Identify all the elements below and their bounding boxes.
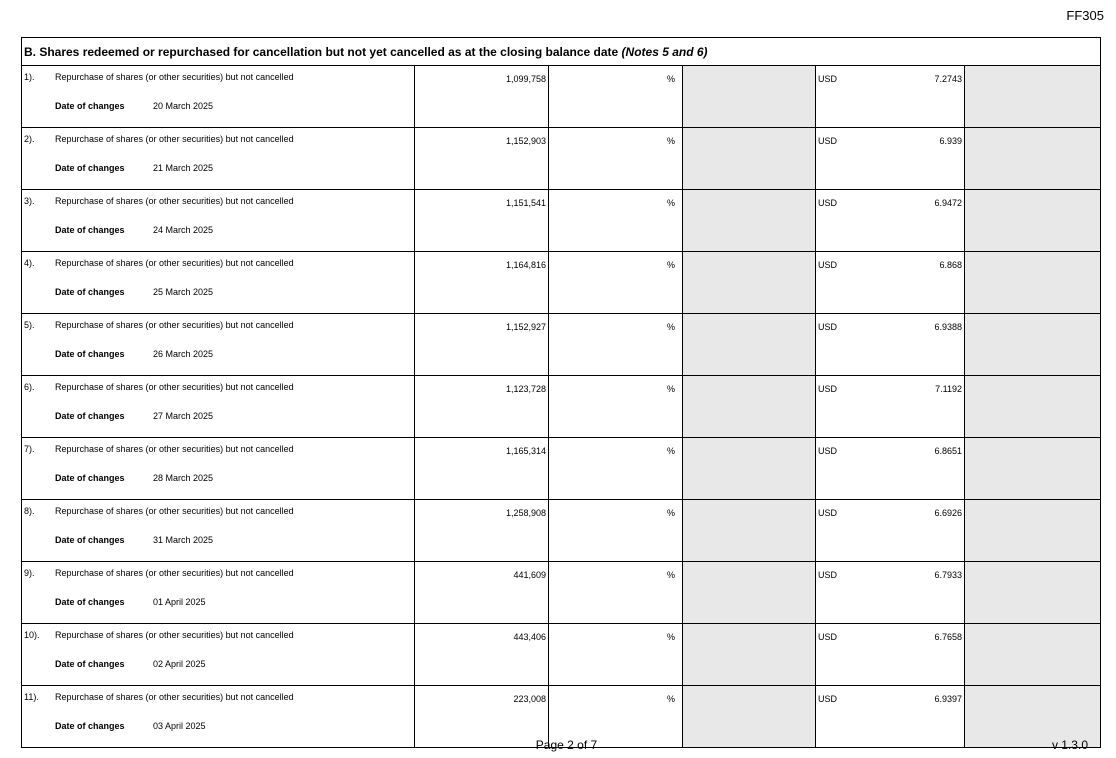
row-index: 3).	[24, 196, 35, 206]
row-description: Repurchase of shares (or other securities) but not cancelled	[55, 444, 294, 454]
shares-count: 223,008	[415, 686, 549, 748]
empty-shaded-cell	[965, 128, 1101, 190]
row-index: 4).	[24, 258, 35, 268]
currency-code: USD	[818, 508, 838, 518]
date-of-changes-value: 28 March 2025	[153, 473, 214, 483]
row-description: Repurchase of shares (or other securities) but not cancelled	[55, 568, 294, 578]
empty-shaded-cell	[965, 314, 1101, 376]
row-description: Repurchase of shares (or other securities) but not cancelled	[55, 320, 294, 330]
price-cell	[816, 438, 965, 500]
empty-shaded-cell	[683, 252, 816, 314]
price-value: 6.9397	[934, 694, 962, 704]
version-label: v 1.3.0	[1051, 738, 1088, 752]
date-of-changes-value: 24 March 2025	[153, 225, 214, 235]
description-cell	[22, 252, 415, 314]
row-index: 1).	[24, 72, 35, 82]
empty-shaded-cell	[683, 128, 816, 190]
shares-count: 1,164,816	[415, 252, 549, 314]
table-row	[22, 376, 1101, 438]
row-index: 7).	[24, 444, 35, 454]
row-description: Repurchase of shares (or other securities) but not cancelled	[55, 382, 294, 392]
description-cell	[22, 66, 415, 128]
row-description: Repurchase of shares (or other securities) but not cancelled	[55, 258, 294, 268]
empty-shaded-cell	[683, 314, 816, 376]
price-cell	[816, 500, 965, 562]
price-cell	[816, 128, 965, 190]
table-row	[22, 66, 1101, 128]
description-cell	[22, 314, 415, 376]
table-row	[22, 190, 1101, 252]
date-of-changes-value: 25 March 2025	[153, 287, 214, 297]
empty-shaded-cell	[965, 376, 1101, 438]
date-of-changes-value: 31 March 2025	[153, 535, 214, 545]
page-number: Page 2 of 7	[535, 738, 598, 752]
section-notes: (Notes 5 and 6)	[621, 44, 708, 59]
empty-shaded-cell	[965, 252, 1101, 314]
date-of-changes-value: 27 March 2025	[153, 411, 214, 421]
table-row	[22, 624, 1101, 686]
currency-code: USD	[818, 446, 838, 456]
price-value: 6.868	[939, 260, 962, 270]
date-of-changes-value: 01 April 2025	[153, 597, 206, 607]
currency-code: USD	[818, 136, 838, 146]
percent-symbol: %	[549, 190, 683, 252]
price-value: 6.9388	[934, 322, 962, 332]
price-cell	[816, 376, 965, 438]
date-of-changes-label: Date of changes	[55, 287, 125, 297]
shares-count: 1,123,728	[415, 376, 549, 438]
date-of-changes-value: 26 March 2025	[153, 349, 214, 359]
price-cell	[816, 562, 965, 624]
description-cell	[22, 624, 415, 686]
date-of-changes-label: Date of changes	[55, 411, 125, 421]
table-row	[22, 314, 1101, 376]
empty-shaded-cell	[683, 500, 816, 562]
row-index: 9).	[24, 568, 35, 578]
date-of-changes-label: Date of changes	[55, 721, 125, 731]
empty-shaded-cell	[965, 66, 1101, 128]
percent-symbol: %	[549, 500, 683, 562]
section-header-row	[22, 38, 1101, 66]
shares-count: 1,099,758	[415, 66, 549, 128]
empty-shaded-cell	[683, 562, 816, 624]
empty-shaded-cell	[965, 190, 1101, 252]
shares-count: 1,152,927	[415, 314, 549, 376]
price-value: 6.7933	[934, 570, 962, 580]
empty-shaded-cell	[965, 500, 1101, 562]
price-value: 6.7658	[934, 632, 962, 642]
percent-symbol: %	[549, 314, 683, 376]
row-description: Repurchase of shares (or other securities) but not cancelled	[55, 134, 294, 144]
currency-code: USD	[818, 74, 838, 84]
description-cell	[22, 500, 415, 562]
table-row	[22, 128, 1101, 190]
row-description: Repurchase of shares (or other securities) but not cancelled	[55, 630, 294, 640]
price-value: 6.9472	[934, 198, 962, 208]
shares-count: 1,152,903	[415, 128, 549, 190]
date-of-changes-value: 03 April 2025	[153, 721, 206, 731]
currency-code: USD	[818, 322, 838, 332]
currency-code: USD	[818, 260, 838, 270]
date-of-changes-value: 02 April 2025	[153, 659, 206, 669]
empty-shaded-cell	[683, 624, 816, 686]
description-cell	[22, 438, 415, 500]
price-cell	[816, 314, 965, 376]
date-of-changes-label: Date of changes	[55, 225, 125, 235]
date-of-changes-value: 20 March 2025	[153, 101, 214, 111]
date-of-changes-label: Date of changes	[55, 101, 125, 111]
price-value: 7.2743	[934, 74, 962, 84]
description-cell	[22, 128, 415, 190]
section-title-text: B. Shares redeemed or repurchased for cancellation but not yet cancelled as at the closing balance date	[24, 44, 619, 59]
shares-count: 443,406	[415, 624, 549, 686]
price-cell	[816, 66, 965, 128]
date-of-changes-label: Date of changes	[55, 163, 125, 173]
empty-shaded-cell	[683, 190, 816, 252]
table-row	[22, 500, 1101, 562]
row-description: Repurchase of shares (or other securities) but not cancelled	[55, 72, 294, 82]
empty-shaded-cell	[965, 562, 1101, 624]
empty-shaded-cell	[683, 66, 816, 128]
row-description: Repurchase of shares (or other securities) but not cancelled	[55, 692, 294, 702]
row-description: Repurchase of shares (or other securities) but not cancelled	[55, 506, 294, 516]
price-value: 6.6926	[934, 508, 962, 518]
percent-symbol: %	[549, 252, 683, 314]
percent-symbol: %	[549, 624, 683, 686]
percent-symbol: %	[549, 376, 683, 438]
shares-repurchased-table	[21, 37, 1101, 748]
date-of-changes-label: Date of changes	[55, 473, 125, 483]
table-body	[22, 38, 1101, 748]
row-index: 5).	[24, 320, 35, 330]
date-of-changes-value: 21 March 2025	[153, 163, 214, 173]
currency-code: USD	[818, 632, 838, 642]
row-index: 2).	[24, 134, 35, 144]
currency-code: USD	[818, 570, 838, 580]
table-row	[22, 252, 1101, 314]
percent-symbol: %	[549, 128, 683, 190]
currency-code: USD	[818, 694, 838, 704]
row-index: 8).	[24, 506, 35, 516]
row-description: Repurchase of shares (or other securities) but not cancelled	[55, 196, 294, 206]
price-value: 6.8651	[934, 446, 962, 456]
percent-symbol: %	[549, 66, 683, 128]
empty-shaded-cell	[965, 438, 1101, 500]
date-of-changes-label: Date of changes	[55, 659, 125, 669]
percent-symbol: %	[549, 438, 683, 500]
row-index: 11).	[24, 692, 39, 702]
percent-symbol: %	[549, 562, 683, 624]
price-value: 7.1192	[935, 384, 962, 394]
date-of-changes-label: Date of changes	[55, 597, 125, 607]
percent-symbol: %	[549, 686, 683, 748]
date-of-changes-label: Date of changes	[55, 349, 125, 359]
table-row	[22, 438, 1101, 500]
currency-code: USD	[818, 198, 838, 208]
empty-shaded-cell	[965, 624, 1101, 686]
row-index: 6).	[24, 382, 35, 392]
empty-shaded-cell	[683, 438, 816, 500]
price-cell	[816, 252, 965, 314]
description-cell	[22, 562, 415, 624]
row-index: 10).	[24, 630, 40, 640]
shares-count: 441,609	[415, 562, 549, 624]
price-value: 6.939	[939, 136, 962, 146]
price-cell	[816, 190, 965, 252]
date-of-changes-label: Date of changes	[55, 535, 125, 545]
currency-code: USD	[818, 384, 838, 394]
description-cell	[22, 190, 415, 252]
shares-count: 1,258,908	[415, 500, 549, 562]
section-title	[22, 38, 1101, 66]
price-cell	[816, 624, 965, 686]
table-row	[22, 562, 1101, 624]
empty-shaded-cell	[683, 376, 816, 438]
shares-count: 1,165,314	[415, 438, 549, 500]
description-cell	[22, 376, 415, 438]
shares-count: 1,151,541	[415, 190, 549, 252]
form-code: FF305	[1066, 8, 1104, 23]
